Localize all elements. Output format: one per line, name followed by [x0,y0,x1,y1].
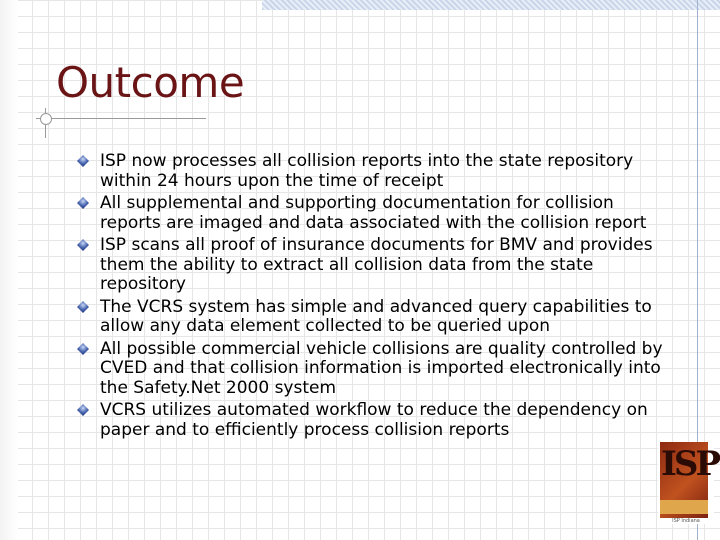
bullet-item [74,236,674,295]
top-decorative-band [262,0,720,10]
diamond-bullet-icon [77,404,89,416]
logo-tagline: ISP Indiana [672,518,700,524]
bullet-text: All supplemental and supporting documentation for collision reports are imaged and data associated with the collision report [100,193,647,233]
bullet-text: The VCRS system has simple and advanced query capabilities to allow any data element collected to be queried upon [100,296,652,336]
bullet-item [74,298,674,337]
bullet-item [74,401,674,440]
isp-logo [658,442,719,524]
diamond-bullet-icon [77,300,89,312]
bullet-text: VCRS utilizes automated workflow to reduce the dependency on paper and to efficiently process collision reports [100,400,648,440]
diamond-bullet-icon [77,239,89,251]
left-decorative-band [0,0,18,540]
bullet-text: All possible commercial vehicle collisions are quality controlled by CVED and that collision information is imported electronically into the Safety.Net 2000 system [100,338,663,398]
bullet-item [74,152,674,191]
bullet-item [74,340,674,399]
crosshair-circle-icon [40,113,52,125]
bullet-list [74,152,674,443]
logo-band [660,500,708,514]
slide-title: Outcome [56,58,245,107]
title-underline [36,118,206,119]
diamond-bullet-icon [77,197,89,209]
diamond-bullet-icon [77,342,89,354]
logo-letters: ISP [661,444,719,484]
bullet-text: ISP now processes all collision reports into the state repository within 24 hours upon the time of receipt [100,151,634,191]
bullet-item [74,194,674,233]
bullet-text: ISP scans all proof of insurance documents for BMV and provides them the ability to extract all collision data from the state repository [100,235,653,294]
diamond-bullet-icon [77,155,89,167]
